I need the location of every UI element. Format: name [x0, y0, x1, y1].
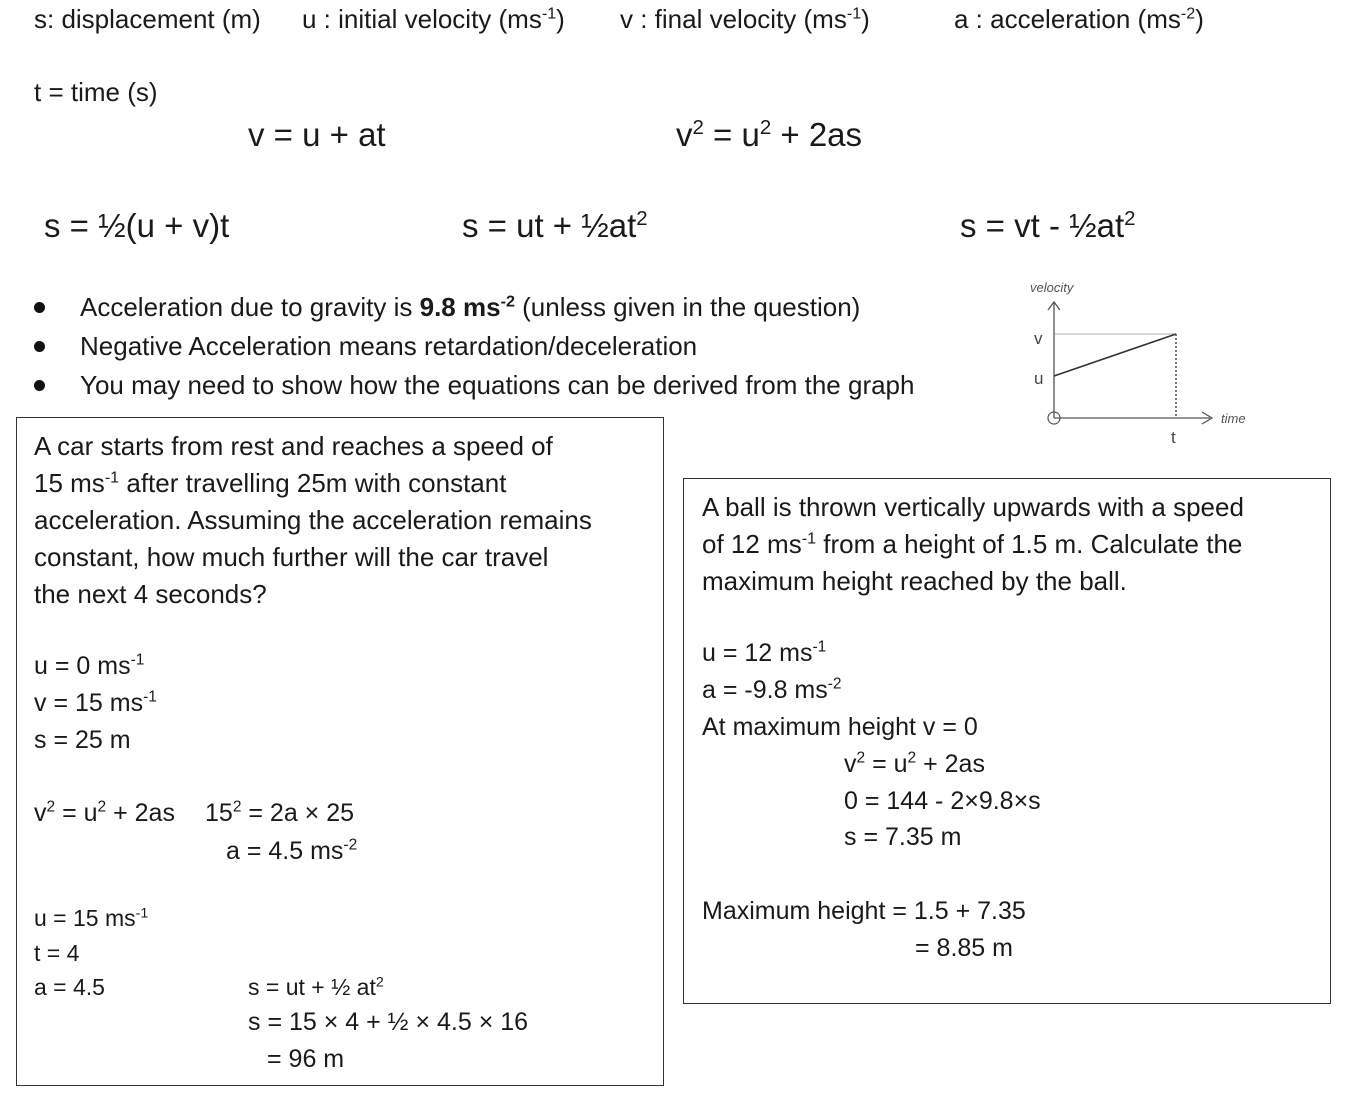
equation-v2-u2-2as: $v^2 = u^2 + 2as$ [676, 116, 863, 153]
problem-1-question: A car starts from rest and reaches a speed of 15 $ms^{-1}$ after travelling 25m with constant acceleration. Assuming the acceleration remains constant, how much further will the car travel the next 4 seconds? [34, 431, 592, 609]
problem-1-acceleration-result: a = 4.5 $ms^{-2}$ [226, 836, 358, 865]
equation-v-u-at: v = u + at [248, 116, 386, 153]
equation-s-half-u-v-t: s = ½(u + v)t [44, 207, 230, 244]
problem-1-v: v = 15 $ms^{-1}$ [34, 688, 157, 717]
problem-2-box [683, 478, 1331, 1004]
velocity-time-graph [1020, 276, 1260, 448]
problem-2-answer: = 8.85 m [915, 934, 1013, 962]
problem-1-answer: = 96 m [267, 1045, 345, 1073]
graph-u-label: u [1034, 369, 1044, 388]
problem-1-u: u = 0 $ms^{-1}$ [34, 651, 145, 680]
graph-v-label: v [1034, 329, 1043, 348]
problem-2-u: u = 12 $ms^{-1}$ [702, 638, 827, 667]
def-displacement: s: displacement (m) [34, 4, 261, 34]
bullet-icon [34, 380, 45, 391]
note-derive-graph: You may need to show how the equations can be derived from the graph [30, 366, 914, 405]
equation-s-vt-half-at2: s = vt - $\frac{1}{2}at^2$ [960, 207, 1136, 244]
bullet-icon [34, 341, 45, 352]
def-time: t = time (s) [34, 77, 158, 107]
bullet-icon [34, 302, 45, 313]
problem-1-a: a = 4.5 [34, 974, 105, 1000]
problem-1-s: s = 25 m [34, 726, 131, 754]
problem-2-vmax: At maximum height v = 0 [702, 713, 978, 741]
graph-xlabel: time [1221, 411, 1246, 426]
problem-2-s-result: s = 7.35 m [844, 823, 962, 851]
problem-1-calculation: s = 15 × 4 + ½ × 4.5 × 16 [248, 1008, 529, 1036]
problem-1-substitution: $15^2 = 2a \times 25$ [205, 798, 355, 827]
problem-1-formula: s = ut + ½ $at^2$ [248, 974, 384, 1000]
problem-2-substitution: 0 = 144 - 2×9.8×s [844, 787, 1041, 815]
problem-2-equation: $v^2 = u^2 + 2as$ [844, 749, 985, 778]
problem-2-a: a = -9.8 $ms^{-2}$ [702, 675, 842, 704]
def-acceleration: a : acceleration $(ms^{-2})$ [954, 4, 1204, 34]
note-negative-acceleration: Negative Acceleration means retardation/deceleration [30, 327, 914, 366]
def-initial-velocity: u : initial velocity $(ms^{-1})$ [302, 4, 565, 34]
def-final-velocity: v : final velocity $(ms^{-1})$ [620, 4, 870, 34]
graph-ylabel: velocity [1030, 280, 1074, 295]
notes-list [30, 288, 914, 405]
problem-1-t: t = 4 [34, 940, 80, 966]
note-gravity: Acceleration due to gravity is 9.8 $ms^{-2}$ (unless given in the question) [30, 288, 914, 327]
problem-1-u2: u = 15 $ms^{-1}$ [34, 905, 149, 931]
problem-1-box [16, 417, 664, 1086]
problem-2-question: A ball is thrown vertically upwards with a speed of 12 $ms^{-1}$ from a height of 1.5 m. Calculate the maximum height reached by the ball. [702, 492, 1244, 596]
equation-s-ut-half-at2: s = ut + $\frac{1}{2}at^2$ [462, 207, 648, 244]
problem-1-equation: $v^2 = u^2 + 2as$ [34, 798, 175, 827]
problem-2-max-height: Maximum height = 1.5 + 7.35 [702, 897, 1026, 925]
graph-velocity-line [1054, 334, 1176, 376]
graph-t-label: t [1171, 428, 1176, 447]
